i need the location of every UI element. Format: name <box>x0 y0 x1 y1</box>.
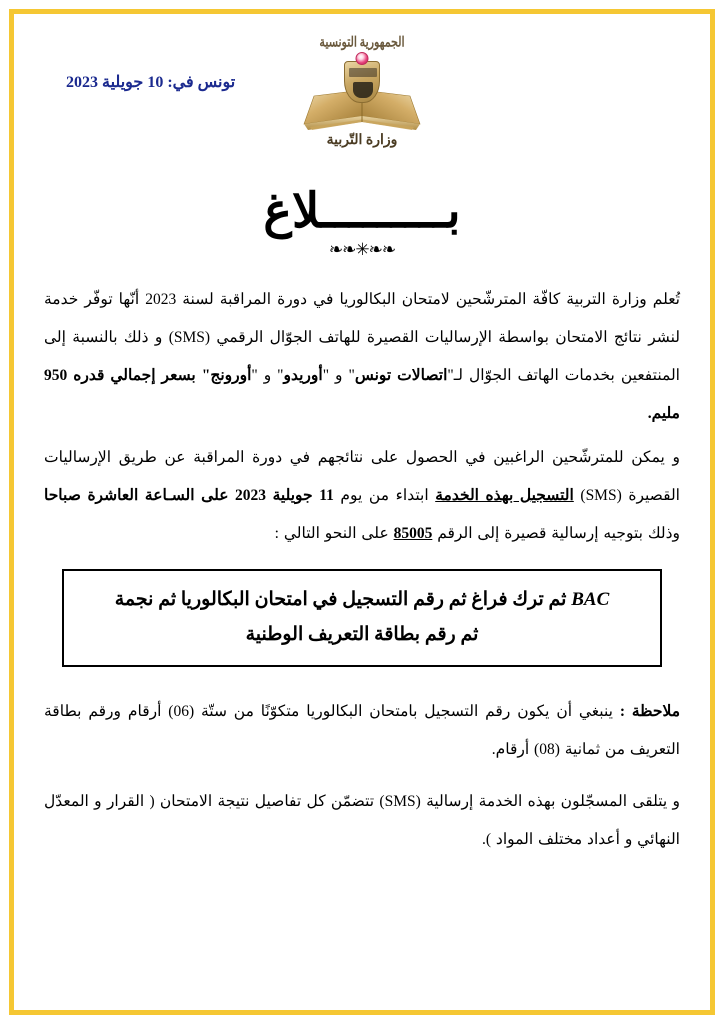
operator-orange: أورونج <box>210 366 252 384</box>
p1-part-c: " و " <box>322 366 355 384</box>
p1-part-d: " و " <box>251 366 284 384</box>
p2-part-d: وذلك بتوجيه إرسالية قصيرة إلى الرقم <box>432 524 680 542</box>
p2-part-c: ابتداء من يوم <box>333 486 436 504</box>
paragraph-note <box>44 693 680 769</box>
p2-part-a: و يمكن للمترشّحين الراغبين في الحصول على نتائجهم في دورة المراقبة عن طريق الإرساليات القصيرة ( <box>44 448 680 504</box>
footer-sms-token: SMS <box>384 793 416 810</box>
sms-format-line-1 <box>78 582 646 617</box>
p1-price-text: " بسعر إجمالي قدره 950 مليم. <box>44 366 680 422</box>
p2-sms-token: SMS <box>585 486 617 504</box>
ministry-name-text: وزارة التّربية <box>326 133 398 148</box>
sms-keyword-bac: BAC <box>571 588 610 610</box>
sms-format-line-1-text: ثم ترك فراغ ثم رقم التسجيل في امتحان البكالوريا ثم نجمة <box>114 588 572 610</box>
date-label: تونس في: <box>167 74 236 91</box>
emblem-artwork <box>302 52 422 132</box>
note-label: ملاحظة : <box>619 703 680 721</box>
date-value: 10 جويلية 2023 <box>66 74 164 91</box>
document-body <box>44 281 680 553</box>
footer-part-b: ) تتضمّن كل تفاصيل نتيجة الامتحان ( القرار و المعدّل النهائي و أعداد مختلف المواد ). <box>44 793 680 848</box>
page-content <box>14 14 710 1010</box>
sms-format-box <box>62 569 662 667</box>
registration-service-underlined: التسجيل بهذه الخدمة <box>435 486 574 504</box>
crescent-star-icon <box>356 52 369 65</box>
note-text: ينبغي أن يكون رقم التسجيل بامتحان البكالوريا متكوّنًا من ستّة (06) أرقام ورقم بطاقة التعريف من ثمانية (08) أرقام. <box>44 703 680 759</box>
p2-part-b: ) <box>573 486 586 504</box>
page-title: بـــــــــلاغ <box>263 185 461 238</box>
operator-ooredoo: أوريدو <box>283 366 323 384</box>
p1-part-b: ) و ذلك بالنسبة إلى المنتفعين بخدمات الهاتف الجوّال لـ" <box>44 328 680 384</box>
document-header <box>44 24 680 174</box>
republic-name-text: الجمهورية التونسية <box>319 35 405 51</box>
date-line <box>66 72 235 92</box>
footer-part-a: و يتلقى المسجّلون بهذه الخدمة إرسالية ( <box>415 793 680 810</box>
page-border-frame <box>9 9 715 1015</box>
sms-format-line-2: ثم رقم بطاقة التعريف الوطنية <box>245 623 479 645</box>
paragraph-service-announcement <box>44 281 680 433</box>
registration-start-datetime: 11 جويلية 2023 على السـاعة العاشرة صباحا <box>44 486 334 504</box>
p2-part-e: على النحو التالي : <box>274 524 394 542</box>
sms-shortcode: 85005 <box>393 524 433 542</box>
paragraph-registration-details <box>44 439 680 553</box>
title-block <box>44 185 680 260</box>
operator-tunisie-telecom: اتصالات تونس <box>354 366 448 384</box>
paragraph-result-contents <box>44 783 680 859</box>
tunisia-shield-icon <box>344 61 380 103</box>
footer-section <box>44 783 680 859</box>
p1-sms-token: SMS <box>173 328 205 346</box>
title-ornament-icon: ❧❧✳❧❧ <box>328 240 396 260</box>
note-section <box>44 693 680 769</box>
p1-part-a: تُعلم وزارة التربية كافّة المترشّحين لامتحان البكالوريا في دورة المراقبة لسنة 2023 أنّها توفّر خدمة لنشر نتائج الامتحان بواسطة الإرساليات القصيرة للهاتف الجوّال الرقمي ( <box>44 291 681 346</box>
ministry-emblem <box>287 35 437 148</box>
